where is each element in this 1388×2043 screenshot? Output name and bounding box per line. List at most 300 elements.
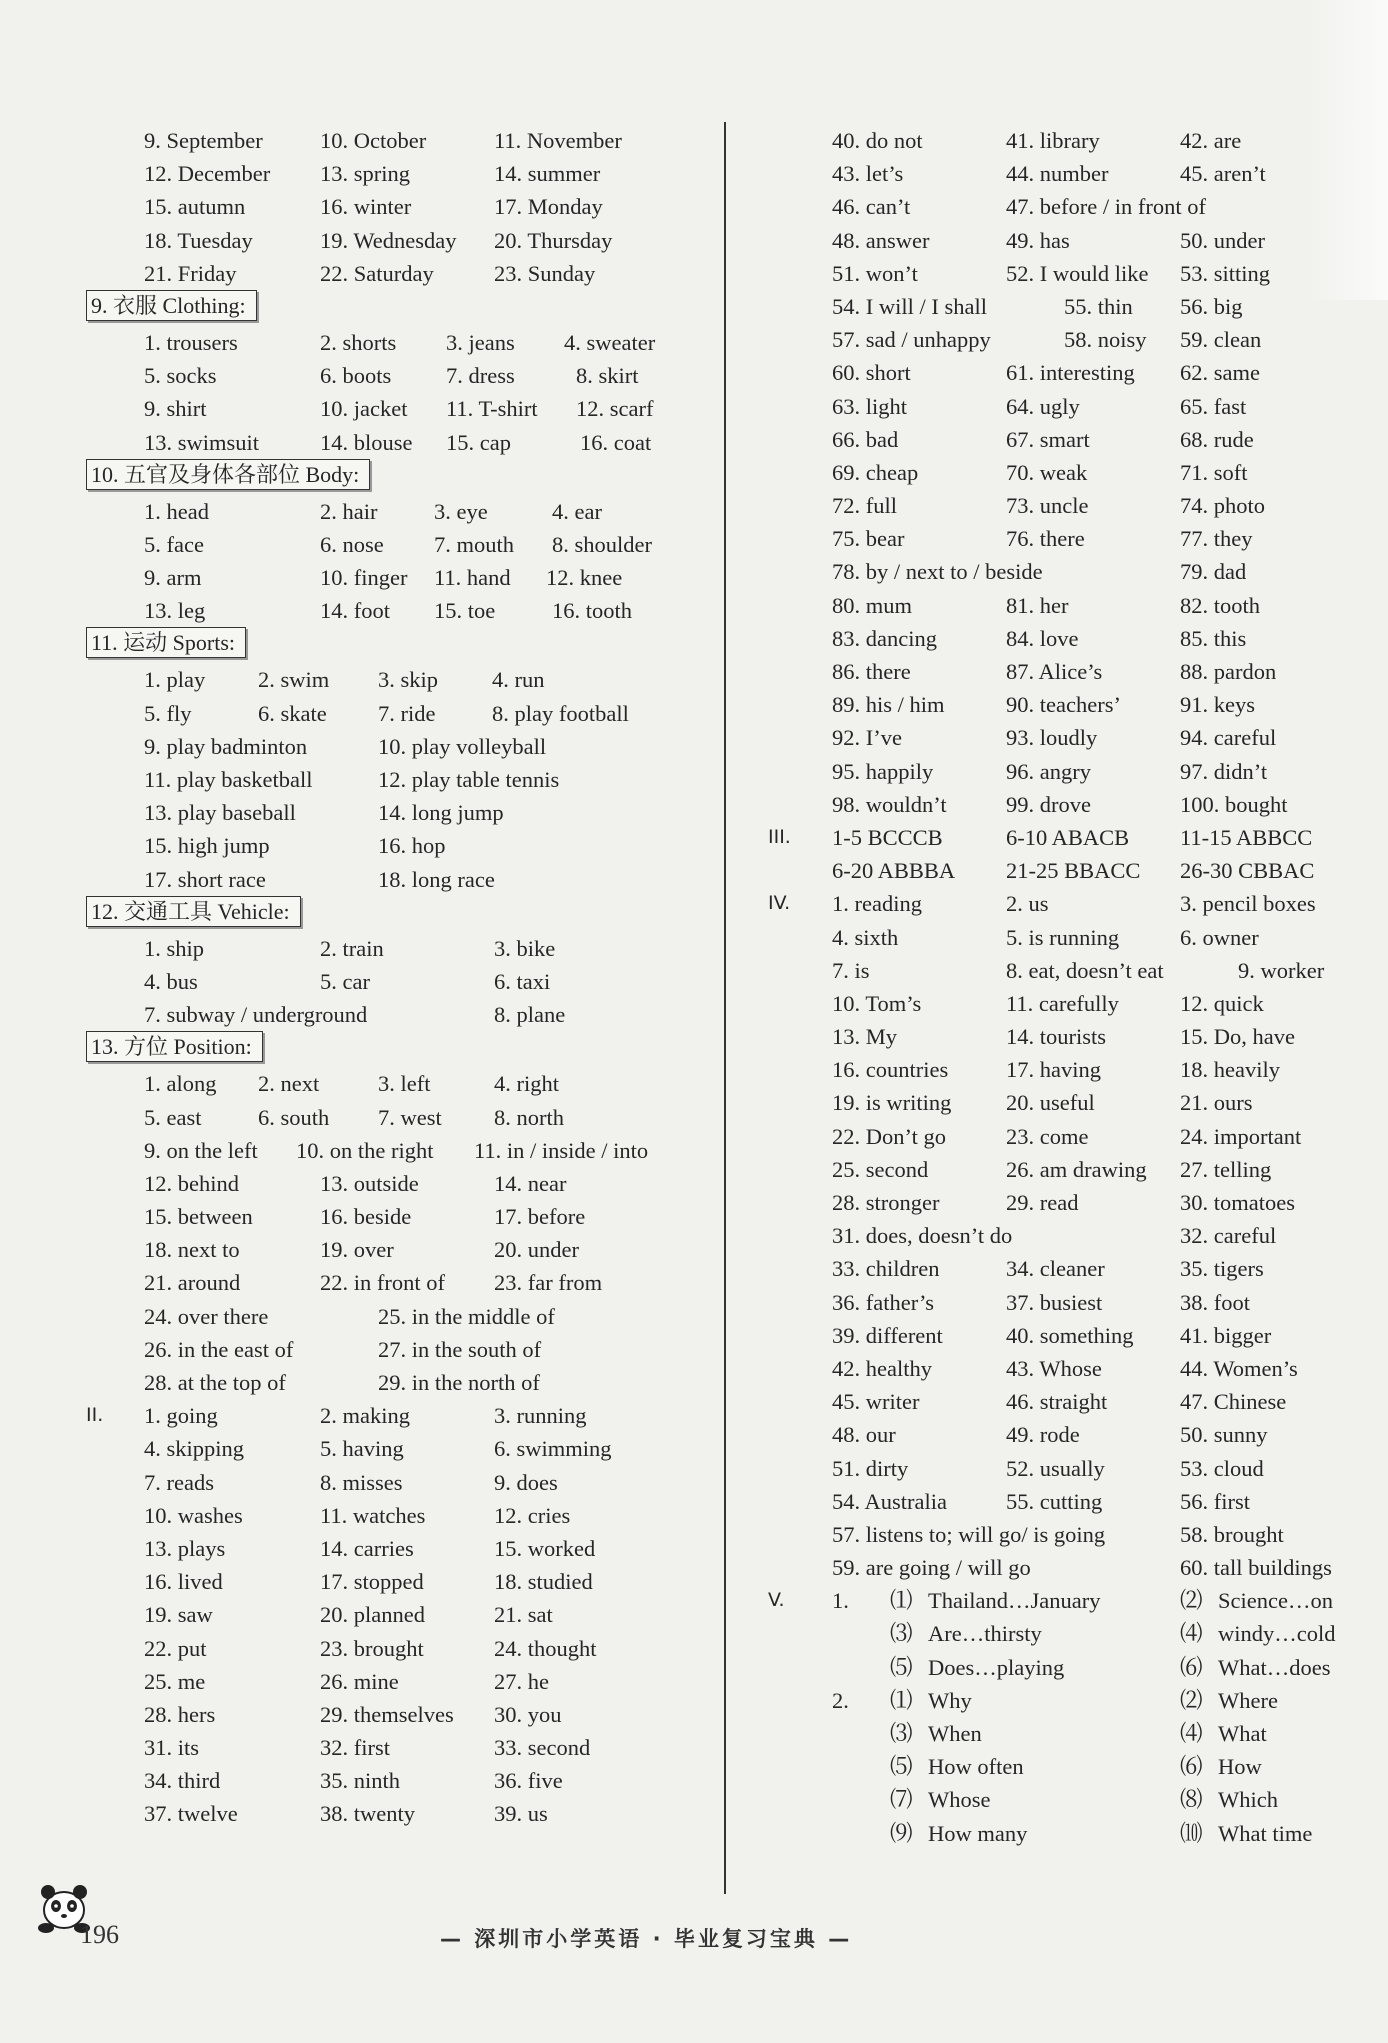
- answer-row: [86, 495, 704, 528]
- answer-item: 7. reads: [144, 1469, 214, 1495]
- answer-row: [86, 1266, 704, 1299]
- answer-item: 34. cleaner: [1006, 1256, 1105, 1282]
- answer-row: [768, 323, 1358, 356]
- answer-item: 19. over: [320, 1237, 394, 1263]
- answer-item: 44. number: [1006, 161, 1109, 187]
- answer-row: [86, 829, 704, 862]
- answer-row: [86, 124, 704, 157]
- answer-item: 26. in the east of: [144, 1336, 294, 1362]
- answer-row: [86, 1466, 704, 1499]
- answer-row: [768, 1551, 1358, 1584]
- answer-item: 8. plane: [494, 1002, 566, 1028]
- answer-row: [768, 655, 1358, 688]
- answer-item: 33. children: [832, 1256, 940, 1282]
- answer-item: 2. us: [1006, 891, 1049, 917]
- answer-row: [768, 1750, 1358, 1783]
- answer-row: [86, 1399, 704, 1432]
- answer-item: ⑷: [1180, 1721, 1203, 1746]
- answer-item: 76. there: [1006, 526, 1085, 552]
- answer-row: [768, 1617, 1358, 1650]
- answer-item: What: [1218, 1721, 1267, 1746]
- answer-item: 75. bear: [832, 526, 905, 552]
- answer-item: 50. under: [1180, 227, 1265, 253]
- answer-item: 68. rude: [1180, 426, 1254, 452]
- answer-row: [768, 1817, 1358, 1850]
- answer-row: [768, 224, 1358, 257]
- answer-item: ⑴: [890, 1588, 913, 1614]
- answer-item: 24. important: [1180, 1123, 1302, 1149]
- answer-item: 100. bought: [1180, 791, 1288, 817]
- answer-row: [768, 356, 1358, 389]
- answer-item: 13. outside: [320, 1170, 419, 1196]
- answer-item: ⑵: [1180, 1588, 1203, 1614]
- answer-item: 74. photo: [1180, 493, 1266, 519]
- answer-row: [768, 555, 1358, 588]
- answer-item: 83. dancing: [832, 625, 937, 651]
- answer-item: 97. didn’t: [1180, 758, 1268, 784]
- answer-row: [768, 1385, 1358, 1418]
- answer-item: 52. I would like: [1006, 260, 1149, 286]
- answer-item: 42. healthy: [832, 1355, 932, 1381]
- answer-item: 25. second: [832, 1156, 929, 1182]
- section-header: 13. 方位 Position:: [86, 1031, 263, 1062]
- answer-item: 70. weak: [1006, 459, 1088, 485]
- answer-item: 4. run: [492, 667, 545, 693]
- answer-item: 11. T-shirt: [446, 396, 538, 422]
- answer-item: 10. Tom’s: [832, 990, 922, 1016]
- answer-item: 8. shoulder: [552, 531, 652, 557]
- answer-item: 11. hand: [434, 565, 511, 591]
- answer-item: 22. in front of: [320, 1270, 445, 1296]
- answer-item: 21. around: [144, 1270, 241, 1296]
- answer-item: 2. swim: [258, 667, 330, 693]
- answer-row: [86, 1499, 704, 1532]
- answer-item: ⑵: [1180, 1687, 1203, 1713]
- answer-item: 6. nose: [320, 531, 384, 557]
- answer-item: 40. do not: [832, 128, 923, 153]
- answer-item: 8. eat, doesn’t eat: [1006, 957, 1164, 983]
- answer-item: 2. shorts: [320, 329, 397, 355]
- answer-item: 43. let’s: [832, 161, 904, 187]
- answer-row: [768, 589, 1358, 622]
- answer-item: When: [928, 1721, 982, 1746]
- answer-item: 31. its: [144, 1735, 200, 1761]
- answer-item: 60. short: [832, 360, 911, 386]
- answer-item: 8. north: [494, 1104, 564, 1130]
- answer-item: 73. uncle: [1006, 493, 1089, 519]
- answer-item: 13. swimsuit: [144, 429, 260, 455]
- answer-item: 38. foot: [1180, 1289, 1250, 1315]
- answer-item: 33. second: [494, 1735, 591, 1761]
- answer-row: [86, 932, 704, 965]
- answer-item: 17. before: [494, 1204, 586, 1230]
- answer-row: [86, 1598, 704, 1631]
- answer-item: 6. skate: [258, 700, 327, 726]
- answer-row: [86, 594, 704, 627]
- answer-item: windy…cold: [1218, 1621, 1336, 1647]
- answer-item: ⑼: [890, 1820, 913, 1846]
- answer-item: ⑸: [890, 1754, 913, 1780]
- answer-row: [768, 190, 1358, 223]
- answer-item: 13. spring: [320, 161, 410, 187]
- answer-item: 11. November: [494, 128, 622, 153]
- answer-item: 92. I’ve: [832, 725, 902, 751]
- answer-item: 15. toe: [434, 598, 496, 624]
- answer-row: [86, 763, 704, 796]
- section-header-row: [86, 290, 704, 326]
- answer-item: 2. making: [320, 1403, 410, 1429]
- answer-item: 19. Wednesday: [320, 227, 457, 253]
- answer-item: 25. me: [144, 1668, 206, 1694]
- answer-item: 32. first: [320, 1735, 390, 1761]
- answer-item: 37. twelve: [144, 1801, 238, 1827]
- answer-item: Science…on: [1218, 1588, 1333, 1614]
- answer-item: 46. can’t: [832, 194, 911, 220]
- answer-item: 48. our: [832, 1422, 896, 1448]
- answer-row: [768, 489, 1358, 522]
- answer-row: [86, 326, 704, 359]
- answer-item: 9. arm: [144, 565, 202, 591]
- answer-row: [86, 663, 704, 696]
- answer-row: [86, 359, 704, 392]
- answer-item: 12. cries: [494, 1502, 571, 1528]
- answer-item: 3. eye: [434, 498, 488, 524]
- answer-item: 21-25 BBACC: [1006, 858, 1141, 884]
- answer-item: 58. brought: [1180, 1521, 1284, 1547]
- answer-item: ⑺: [890, 1787, 913, 1813]
- answer-item: 7. dress: [446, 363, 515, 389]
- answer-item: 3. pencil boxes: [1180, 891, 1316, 917]
- answer-item: 18. heavily: [1180, 1057, 1280, 1083]
- answer-item: 10. on the right: [296, 1137, 434, 1163]
- answer-item: 23. Sunday: [494, 260, 596, 286]
- answer-item: ⑹: [1180, 1654, 1203, 1680]
- answer-row: [86, 730, 704, 763]
- answer-item: How: [1218, 1754, 1262, 1780]
- answer-item: 11. play basketball: [144, 767, 313, 792]
- answer-item: 94. careful: [1180, 725, 1277, 751]
- answer-item: 18. Tuesday: [144, 227, 253, 253]
- answer-item: 28. stronger: [832, 1190, 940, 1215]
- answer-item: 7. mouth: [434, 531, 515, 557]
- answer-item: Which: [1218, 1787, 1278, 1813]
- answer-item: 53. cloud: [1180, 1455, 1264, 1481]
- answer-row: [86, 863, 704, 896]
- answer-item: 20. planned: [320, 1602, 425, 1628]
- answer-item: 39. different: [832, 1322, 943, 1348]
- answer-item: 15. high jump: [144, 833, 270, 859]
- answer-item: 16. lived: [144, 1569, 223, 1595]
- answer-item: 7. subway / underground: [144, 1002, 368, 1028]
- answer-row: [768, 522, 1358, 555]
- answer-item: 14. carries: [320, 1535, 414, 1561]
- answer-item: 89. his / him: [832, 692, 945, 718]
- answer-item: ⑻: [1180, 1787, 1203, 1813]
- answer-item: 67. smart: [1006, 426, 1090, 452]
- answer-item: 20. Thursday: [494, 227, 613, 253]
- answer-item: 72. full: [832, 493, 897, 519]
- roman-numeral: II.: [86, 1404, 104, 1427]
- answer-row: [768, 390, 1358, 423]
- answer-row: [768, 921, 1358, 954]
- answer-item: 41. library: [1006, 128, 1100, 153]
- answer-row: [768, 1286, 1358, 1319]
- answer-item: 12. scarf: [576, 396, 654, 422]
- answer-item: 31. does, doesn’t do: [832, 1223, 1013, 1249]
- answer-item: 5. face: [144, 531, 204, 557]
- answer-item: 35. tigers: [1180, 1256, 1264, 1282]
- answer-row: [768, 887, 1358, 920]
- answer-item: ⑽: [1180, 1820, 1203, 1846]
- answer-item: 91. keys: [1180, 692, 1255, 718]
- answer-item: 15. cap: [446, 429, 511, 455]
- answer-row: [86, 1233, 704, 1266]
- answer-item: 9. play badminton: [144, 733, 308, 759]
- answer-item: 47. Chinese: [1180, 1389, 1287, 1415]
- answer-item: ⑶: [890, 1621, 913, 1647]
- answer-item: 28. at the top of: [144, 1370, 286, 1395]
- answer-item: What time: [1218, 1820, 1313, 1846]
- answer-row: [768, 1053, 1358, 1086]
- answer-item: 29. themselves: [320, 1701, 454, 1727]
- answer-item: 3. left: [378, 1071, 431, 1097]
- answer-item: 55. cutting: [1006, 1488, 1103, 1514]
- answer-item: 10. October: [320, 128, 427, 153]
- answer-item: 1. head: [144, 498, 209, 524]
- answer-item: 17. having: [1006, 1057, 1101, 1083]
- answer-item: 30. you: [494, 1701, 562, 1727]
- answer-item: 6. taxi: [494, 968, 551, 994]
- footer-title: — 深圳市小学英语 · 毕业复习宝典 —: [440, 1927, 853, 1951]
- answer-item: 84. love: [1006, 625, 1079, 651]
- section-header: 12. 交通工具 Vehicle:: [86, 896, 301, 927]
- answer-item: 64. ugly: [1006, 393, 1080, 419]
- answer-item: 63. light: [832, 393, 908, 419]
- answer-item: 1. trousers: [144, 329, 238, 355]
- answer-item: 3. jeans: [446, 329, 515, 355]
- section-header-row: [86, 1031, 704, 1067]
- answer-row: [86, 1432, 704, 1465]
- answer-item: 4. bus: [144, 968, 198, 994]
- answer-item: 40. something: [1006, 1322, 1134, 1348]
- answer-item: 53. sitting: [1180, 260, 1271, 286]
- answer-item: 71. soft: [1180, 459, 1248, 485]
- answer-item: 22. Don’t go: [832, 1123, 946, 1149]
- answer-row: [768, 1485, 1358, 1518]
- section-header-row: [86, 627, 704, 663]
- answer-item: 5. having: [320, 1436, 404, 1462]
- answer-item: 4. sweater: [564, 329, 656, 355]
- answer-row: [768, 1584, 1358, 1617]
- answer-item: ⑷: [1180, 1621, 1203, 1647]
- answer-item: 10. jacket: [320, 396, 408, 422]
- answer-item: 12. behind: [144, 1170, 239, 1196]
- answer-item: How many: [928, 1820, 1028, 1846]
- roman-numeral: III.: [768, 825, 791, 848]
- answer-item: 60. tall buildings: [1180, 1555, 1332, 1581]
- answer-item: 19. is writing: [832, 1090, 952, 1116]
- answer-row: [86, 1764, 704, 1797]
- answer-item: 13. leg: [144, 598, 206, 624]
- answer-row: [768, 1120, 1358, 1153]
- answer-item: 61. interesting: [1006, 360, 1135, 386]
- answer-item: ⑶: [890, 1721, 913, 1746]
- answer-item: Are…thirsty: [928, 1621, 1042, 1647]
- answer-item: Does…playing: [928, 1654, 1065, 1680]
- answer-item: ⑹: [1180, 1754, 1203, 1780]
- answer-item: 1. along: [144, 1071, 217, 1097]
- answer-item: 3. running: [494, 1403, 587, 1429]
- answer-item: 21. ours: [1180, 1090, 1253, 1116]
- answer-row: [86, 1632, 704, 1665]
- answer-item: 12. play table tennis: [378, 767, 560, 792]
- answer-item: 11. carefully: [1006, 990, 1119, 1016]
- answer-item: 49. has: [1006, 227, 1070, 253]
- answer-item: 51. dirty: [832, 1455, 909, 1481]
- answer-item: 10. play volleyball: [378, 733, 547, 759]
- answer-row: [768, 688, 1358, 721]
- answer-row: [86, 1665, 704, 1698]
- answer-item: 7. ride: [378, 700, 436, 726]
- answer-row: [768, 1252, 1358, 1285]
- answer-row: [768, 1651, 1358, 1684]
- answer-row: [86, 1300, 704, 1333]
- answer-item: 11. in / inside / into: [474, 1137, 649, 1163]
- answer-item: 79. dad: [1180, 559, 1247, 585]
- answer-row: [768, 788, 1358, 821]
- answer-item: 9. shirt: [144, 396, 207, 422]
- right-column: [768, 124, 1358, 1850]
- answer-item: 27. he: [494, 1668, 549, 1694]
- answer-item: 56. first: [1180, 1488, 1250, 1514]
- answer-item: 13. plays: [144, 1535, 226, 1561]
- answer-item: Where: [1218, 1687, 1278, 1713]
- answer-item: 6-10 ABACB: [1006, 824, 1130, 850]
- answer-item: 44. Women’s: [1180, 1355, 1298, 1381]
- answer-item: 87. Alice’s: [1006, 659, 1103, 684]
- left-column: [86, 124, 704, 1831]
- answer-row: [768, 1684, 1358, 1717]
- answer-row: [768, 1418, 1358, 1451]
- answer-item: 2. next: [258, 1071, 320, 1097]
- answer-item: Thailand…January: [928, 1588, 1101, 1614]
- section-header: 11. 运动 Sports:: [86, 627, 246, 658]
- answer-item: 39. us: [494, 1801, 548, 1827]
- answer-item: 5. is running: [1006, 924, 1120, 950]
- answer-row: [86, 157, 704, 190]
- answer-item: 36. five: [494, 1768, 563, 1794]
- answer-item: 18. studied: [494, 1569, 593, 1595]
- answer-item: 36. father’s: [832, 1289, 935, 1315]
- answer-item: 43. Whose: [1006, 1355, 1102, 1381]
- answer-item: 4. sixth: [832, 924, 899, 950]
- answer-item: 12. knee: [546, 565, 623, 591]
- roman-numeral: V.: [768, 1589, 785, 1612]
- answer-row: [86, 257, 704, 290]
- answer-item: 34. third: [144, 1768, 221, 1794]
- answer-row: [768, 721, 1358, 754]
- answer-item: 20. useful: [1006, 1090, 1095, 1116]
- answer-item: 15. between: [144, 1204, 253, 1230]
- answer-item: 6-20 ABBBA: [832, 858, 956, 884]
- answer-item: 14. foot: [320, 598, 390, 624]
- answer-item: 5. socks: [144, 363, 217, 389]
- answer-row: [768, 1352, 1358, 1385]
- answer-item: 16. hop: [378, 833, 446, 859]
- answer-item: 4. right: [494, 1071, 559, 1097]
- answer-item: 24. thought: [494, 1635, 597, 1661]
- answer-item: 26. mine: [320, 1668, 399, 1694]
- answer-item: 14. tourists: [1006, 1024, 1107, 1050]
- answer-row: [768, 954, 1358, 987]
- answer-item: 57. listens to; will go/ is going: [832, 1521, 1106, 1547]
- answer-row: [86, 1333, 704, 1366]
- answer-item: 17. stopped: [320, 1569, 424, 1595]
- answer-row: [86, 697, 704, 730]
- answer-row: [768, 1783, 1358, 1816]
- answer-row: [86, 1698, 704, 1731]
- answer-item: 52. usually: [1006, 1455, 1105, 1481]
- answer-item: 16. winter: [320, 194, 412, 220]
- answer-item: 59. clean: [1180, 327, 1262, 353]
- answer-item: 14. summer: [494, 161, 601, 187]
- answer-row: [768, 423, 1358, 456]
- answer-item: 30. tomatoes: [1180, 1190, 1295, 1215]
- answer-item: 14. long jump: [378, 800, 504, 826]
- answer-row: [768, 987, 1358, 1020]
- answer-item: 1-5 BCCCB: [832, 824, 943, 850]
- answer-item: 65. fast: [1180, 393, 1247, 419]
- answer-item: 5. fly: [144, 700, 192, 726]
- answer-row: [768, 257, 1358, 290]
- answer-item: 27. telling: [1180, 1156, 1272, 1182]
- answer-item: 9. September: [144, 128, 263, 153]
- answer-item: 45. writer: [832, 1389, 920, 1415]
- answer-item: 37. busiest: [1006, 1289, 1103, 1315]
- section-header-row: [86, 459, 704, 495]
- answer-item: 18. long race: [378, 866, 495, 892]
- answer-item: ⑸: [890, 1654, 913, 1680]
- answer-item: 78. by / next to / beside: [832, 559, 1043, 585]
- answer-item: 4. ear: [552, 498, 602, 524]
- answer-row: [86, 1366, 704, 1399]
- answer-row: [768, 755, 1358, 788]
- answer-item: 7. west: [378, 1104, 442, 1130]
- answer-item: 99. drove: [1006, 791, 1091, 817]
- answer-row: [86, 1101, 704, 1134]
- answer-row: [86, 224, 704, 257]
- answer-item: 57. sad / unhappy: [832, 327, 991, 353]
- answer-item: 2. hair: [320, 498, 378, 524]
- answer-item: 9. does: [494, 1469, 558, 1495]
- answer-item: 1. reading: [832, 891, 922, 917]
- answer-item: What…does: [1218, 1654, 1331, 1680]
- answer-item: 55. thin: [1064, 293, 1133, 319]
- answer-item: 29. in the north of: [378, 1370, 540, 1395]
- answer-item: 1. play: [144, 667, 206, 693]
- answer-row: [768, 1186, 1358, 1219]
- answer-item: Whose: [928, 1787, 991, 1813]
- answer-row: [768, 854, 1358, 887]
- answer-item: 82. tooth: [1180, 592, 1261, 618]
- answer-item: 35. ninth: [320, 1768, 401, 1794]
- answer-row: [768, 1717, 1358, 1750]
- answer-row: [86, 426, 704, 459]
- answer-item: 25. in the middle of: [378, 1303, 555, 1329]
- answer-item: 8. skirt: [576, 363, 639, 389]
- answer-item: 12. December: [144, 161, 271, 187]
- answer-item: 58. noisy: [1064, 327, 1147, 353]
